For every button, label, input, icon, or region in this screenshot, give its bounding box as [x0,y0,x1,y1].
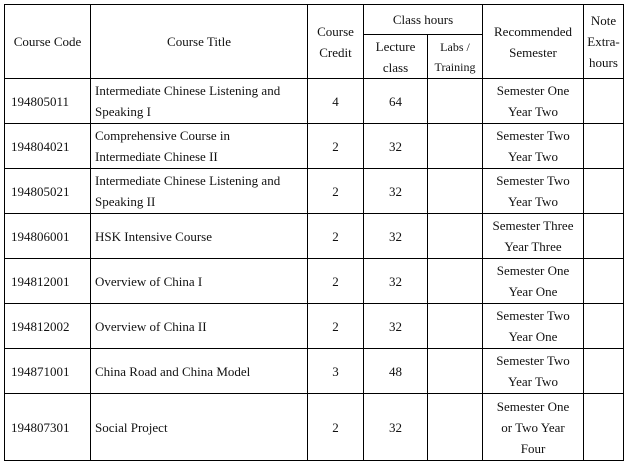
cell-semester: Semester One Year One [483,259,584,304]
cell-lecture: 32 [364,124,428,169]
cell-course-code: 194804021 [5,124,91,169]
header-row-top [5,5,624,35]
cell-note [584,79,624,124]
cell-labs [428,124,483,169]
cell-labs [428,169,483,214]
cell-course-code: 194805021 [5,169,91,214]
cell-semester: Semester One or Two Year Four [483,394,584,461]
header-note: Note Extra- hours [584,5,624,79]
cell-credit: 2 [308,259,364,304]
table-row [5,349,624,394]
header-course-credit: Course Credit [308,5,364,79]
header-labs: Labs / Training [428,35,483,79]
cell-course-code: 194805011 [5,79,91,124]
cell-credit: 2 [308,214,364,259]
table-row [5,214,624,259]
header-recommended-semester: Recommended Semester [483,5,584,79]
cell-semester: Semester One Year Two [483,79,584,124]
cell-note [584,124,624,169]
header-lecture: Lecture class [364,35,428,79]
cell-semester: Semester Two Year Two [483,124,584,169]
cell-course-title: HSK Intensive Course [91,214,308,259]
cell-credit: 2 [308,124,364,169]
cell-course-title: Overview of China I [91,259,308,304]
cell-semester: Semester Two Year Two [483,349,584,394]
cell-course-title: Intermediate Chinese Listening and Speaking I [91,79,308,124]
cell-credit: 2 [308,169,364,214]
cell-course-code: 194807301 [5,394,91,461]
cell-note [584,214,624,259]
cell-semester: Semester Three Year Three [483,214,584,259]
cell-semester: Semester Two Year Two [483,169,584,214]
cell-lecture: 32 [364,169,428,214]
cell-credit: 3 [308,349,364,394]
table-row [5,169,624,214]
header-class-hours: Class hours [364,5,483,35]
cell-semester: Semester Two Year One [483,304,584,349]
cell-credit: 4 [308,79,364,124]
cell-credit: 2 [308,394,364,461]
cell-note [584,394,624,461]
course-table [4,4,624,461]
cell-credit: 2 [308,304,364,349]
cell-lecture: 32 [364,304,428,349]
table-row [5,79,624,124]
cell-lecture: 32 [364,259,428,304]
cell-lecture: 64 [364,79,428,124]
cell-labs [428,259,483,304]
cell-course-code: 194812001 [5,259,91,304]
cell-course-title: Overview of China II [91,304,308,349]
table-row [5,304,624,349]
cell-course-title: Comprehensive Course in Intermediate Chinese II [91,124,308,169]
cell-note [584,169,624,214]
cell-course-code: 194871001 [5,349,91,394]
header-course-title: Course Title [91,5,308,79]
cell-course-title: Social Project [91,394,308,461]
table-row [5,259,624,304]
cell-labs [428,349,483,394]
table-row [5,124,624,169]
cell-course-title: Intermediate Chinese Listening and Speaking II [91,169,308,214]
cell-lecture: 32 [364,214,428,259]
cell-labs [428,79,483,124]
cell-course-code: 194806001 [5,214,91,259]
cell-lecture: 32 [364,394,428,461]
cell-course-code: 194812002 [5,304,91,349]
header-course-code: Course Code [5,5,91,79]
cell-note [584,259,624,304]
cell-lecture: 48 [364,349,428,394]
cell-note [584,349,624,394]
cell-course-title: China Road and China Model [91,349,308,394]
table-row [5,394,624,461]
cell-note [584,304,624,349]
cell-labs [428,214,483,259]
cell-labs [428,394,483,461]
cell-labs [428,304,483,349]
